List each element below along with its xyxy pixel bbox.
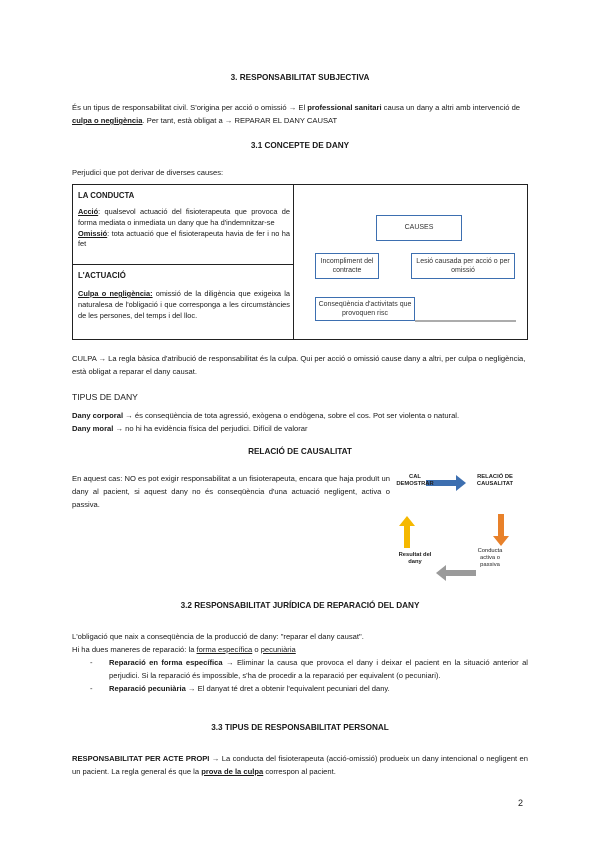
reparacio-line-1: L'obligació que naix a conseqüència de la producció de dany: "reparar el dany causat". [72, 632, 364, 641]
cycle-relacio: RELACIÓ DE CAUSALITAT [476, 474, 514, 487]
accio-label: Acció [78, 207, 99, 216]
section-3-1-lead: Perjudici que pot derivar de diverses causes: [72, 168, 224, 177]
resp-label: RESPONSABILITAT PER ACTE PROPI → [72, 754, 220, 763]
intro-text-1: És un tipus de responsabilitat civil. S'origina per acció o omissió → El [72, 103, 308, 112]
conducta-title: LA CONDUCTA [78, 191, 135, 200]
conducta-text [78, 207, 290, 250]
culpa-text: omissió de la diligència que exigeixa la naturalesa de l'obligació i que corresponga a les circumstàncies de les persones, del temps i del lloc. [78, 289, 290, 320]
section-3-3-title: 3.3 TIPUS DE RESPONSABILITAT PERSONAL [211, 723, 389, 732]
table-divider-horizontal [73, 264, 293, 265]
resp-acte-propi [72, 752, 528, 778]
dany-moral-label: Dany moral → [72, 424, 124, 433]
culpa-paragraph: CULPA → La regla bàsica d'atribució de responsabilitat és la culpa. Qui per acció o omissió cause dany a altri, per culpa o negligència, està obligat a reparar el dany causat. [72, 354, 526, 376]
table-divider-vertical [293, 185, 294, 339]
culpa-label: Culpa o negligència: [78, 289, 153, 298]
intro-bold: professional sanitari [307, 103, 382, 112]
actuacio-title: L'ACTUACIÓ [78, 271, 126, 280]
list-item [90, 656, 528, 682]
resp-text-a: La conducta del fisioterapeuta (acció-omissió) produeix un dany intencional o negligent en un pacient. La regla general és que la [72, 754, 528, 776]
item1-label: Reparació en forma específica → [109, 658, 234, 667]
section-3-intro [72, 101, 528, 127]
item1-text: Eliminar la causa que provoca el dany i deixar el pacient en la situació anterior al perjudici. Si la reparació és impossible, s'ha de procedir a la reparació per equivalent (o pecuniari). [109, 658, 528, 680]
cycle-resultat: Resultat del dany [398, 552, 432, 565]
accio-text: : qualsevol actuació del fisioterapeuta que provoca de forma mediata o inmediata un dany que ha d'indemnitzar-se [78, 207, 290, 227]
dany-corporal-text: és conseqüència de tota agressió, exògena o endògena, sobre el cos. Pot ser violenta o natural. [132, 411, 460, 420]
intro-text-3: . Per tant, està obligat a → REPARAR EL DANY CAUSAT [142, 116, 338, 125]
lesio-box: Lesió causada per acció o per omissió [411, 253, 515, 279]
item2-text: El danyat té dret a obtenir l'equivalent pecuniari del dany. [195, 684, 390, 693]
omissio-label: Omissió [78, 228, 108, 238]
incompliment-box: Incompliment del contracte [315, 253, 379, 279]
resp-prova-culpa: prova de la culpa [201, 767, 264, 776]
cycle-conducta: Conducta activa o passiva [477, 548, 503, 568]
dany-corporal [72, 409, 528, 422]
intro-text-2: causa un dany a altri amb intervenció de [381, 103, 521, 112]
item2-label: Reparació pecuniària → [109, 684, 196, 693]
concept-table [72, 184, 528, 340]
reparacio-line-2 [72, 643, 528, 656]
line2-text-b: o [252, 645, 261, 654]
intro-underlined: culpa o negligència [72, 116, 143, 125]
omissio-text: : tota actuació que el fisioterapeuta havia de fer i no ha fet [78, 228, 290, 249]
consequencia-box: Conseqüència d'activitats que provoquen risc [315, 297, 415, 321]
dany-moral [72, 422, 528, 435]
causes-box: CAUSES [376, 215, 462, 241]
section-3-1-title: 3.1 CONCEPTE DE DANY [250, 141, 350, 150]
diagram-connectors [303, 185, 523, 341]
causalitat-title: RELACIÓ DE CAUSALITAT [248, 447, 352, 456]
line2-forma-especifica: forma específica [196, 645, 253, 654]
line2-text-a: Hi ha dues maneres de reparació: la [72, 645, 197, 654]
section-3-2-title: 3.2 RESPONSABILITAT JURÍDICA DE REPARACIÓ DEL DANY [180, 601, 420, 610]
page-number: 2 [518, 798, 524, 808]
line2-pecuniaria: pecuniària [260, 645, 296, 654]
actuacio-text [78, 289, 290, 321]
cycle-cal-demostrar: CAL DEMOSTRAR [396, 474, 434, 487]
dany-corporal-label: Dany corporal → [72, 411, 133, 420]
section-3-title: 3. RESPONSABILITAT SUBJECTIVA [230, 73, 370, 82]
tipus-dany-heading: TIPUS DE DANY [72, 392, 138, 402]
arrow-yellow [399, 516, 415, 548]
reparacio-list [90, 656, 528, 695]
arrow-orange [493, 514, 509, 546]
resp-text-b: correspon al pacient. [263, 767, 336, 776]
causalitat-text: En aquest cas: NO es pot exigir responsabilitat a un fisioterapeuta, encara que haja produït un dany al pacient, si aquest dany no és conseqüència d'una actuació negligent, activa o passiva. [72, 474, 390, 509]
list-item [90, 682, 528, 695]
dany-moral-text: no hi ha evidència física del perjudici. Difícil de valorar [123, 424, 308, 433]
